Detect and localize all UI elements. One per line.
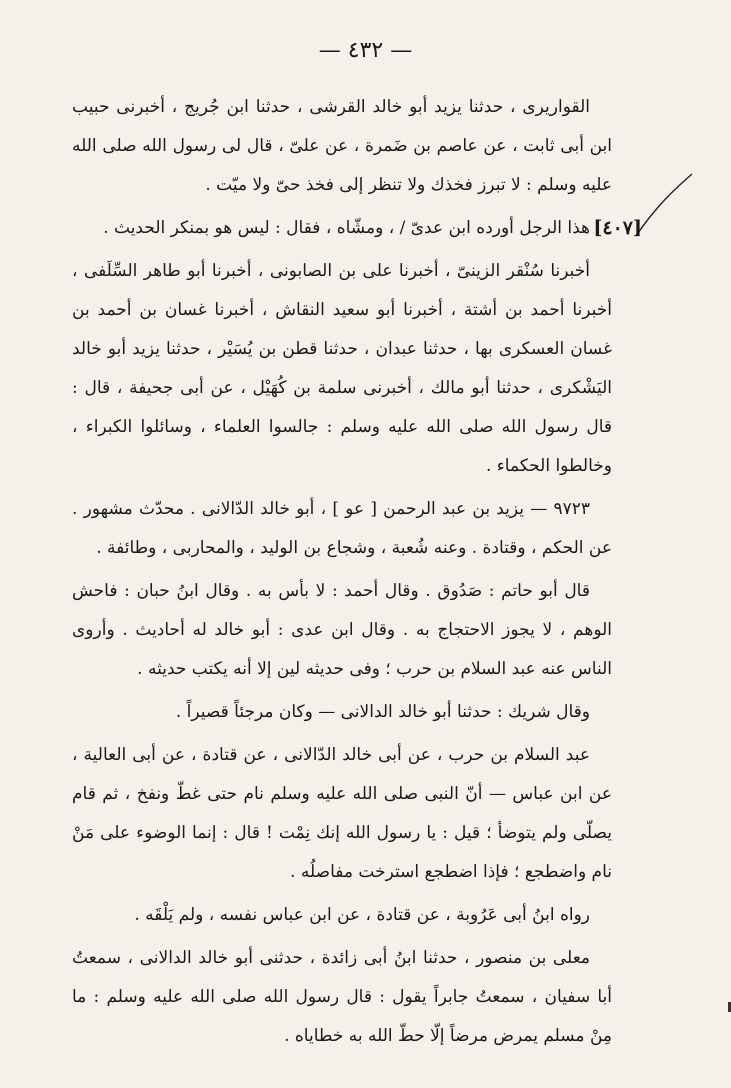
paragraph [72, 939, 612, 1056]
paragraph [72, 209, 642, 248]
paragraph-text: هذا الرجل أورده ابن عدىّ / ، ومشّاه ، فقال : ليس هو بمنكر الحديث . [103, 218, 590, 238]
paragraph [72, 896, 612, 935]
paragraph [72, 88, 612, 205]
paragraph [72, 490, 612, 568]
paragraph-text: معلى بن منصور ، حدثنا ابنُ أبى زائدة ، حدثنى أبو خالد الدالانى ، سمعتُ أبا سفيان ، سمعتُ جابراً يقول : قال رسول الله صلى الله عليه وسلم : ما مِنْ مسلم يمرض مرضاً إلّا حطّ الله به خطاياه . [72, 948, 612, 1046]
page-number: — ٤٣٢ — [318, 38, 413, 63]
paragraph-text: ٩٧٢٣ — يزيد بن عبد الرحمن [ عو ] ، أبو خالد الدّالانى . محدّث مشهور . عن الحكم ، وقتادة . وعنه شُعبة ، وشجاع بن الوليد ، والمحاربى ، وطائفة . [72, 499, 612, 558]
paragraph-text: قال أبو حاتم : صَدُوق . وقال أحمد : لا بأس به . وقال ابنُ حبان : فاحش الوهم ، لا يجوز الاحتجاج به . وقال ابن عدى : أبو خالد له أحاديث . وأروى الناس عنه عبد السلام بن حرب ؛ وفى حديثه لين إلا أنه يكتب حديثه . [72, 581, 612, 679]
paragraph-text: رواه ابنُ أبى عَرُوبة ، عن قتادة ، عن ابن عباس نفسه ، ولم يَلْقَه . [134, 905, 590, 925]
paragraph-text: وقال شريك : حدثنا أبو خالد الدالانى — وكان مرجئاً قصيراً . [175, 702, 590, 722]
paragraph [72, 572, 612, 689]
paragraph-text: أخبرنا سُنْقر الزينىّ ، أخبرنا على بن الصابونى ، أخبرنا أبو طاهر السِّلَفى ، أخبرنا أحمد بن أشتة ، أخبرنا أبو سعيد النقاش ، أخبرنا غسان بن أحمد بن غسان العسكرى بها ، حدثنا عبدان ، حدثنا قطن بن يُسَيْر ، حدثنا يزيد أبو خالد اليَشْكرى ، حدثنا أبو مالك ، أخبرنى سلمة بن كُهَيْل ، عن أبى جحيفة ، قال : قال رسول الله صلى الله عليه وسلم : جالسوا العلماء ، وسائلوا الكبراء ، وخالطوا الحكماء . [72, 261, 612, 476]
document-body [72, 88, 642, 1060]
paragraph [72, 693, 612, 732]
paragraph [72, 252, 612, 486]
paragraph-text: عبد السلام بن حرب ، عن أبى خالد الدّالانى ، عن قتادة ، عن أبى العالية ، عن ابن عباس — أنّ النبى صلى الله عليه وسلم نام حتى غطّ ونفخ ، ثم قام يصلّى ولم يتوضأ ؛ قيل : يا رسول الله إنك نِمْت ! قال : إنما الوضوء على مَنْ نام واضطجع ؛ فإذا اضطجع استرخت مفاصلُه . [72, 745, 612, 882]
paragraph [72, 736, 612, 892]
margin-page-reference: [٤٠٧] [593, 217, 642, 239]
paragraph-text: القواريرى ، حدثنا يزيد أبو خالد القرشى ، حدثنا ابن جُريج ، أخبرنى حبيب ابن أبى ثابت ، عن عاصم بن ضَمرة ، عن علىّ ، قال لى رسول الله صلى الله عليه وسلم : لا تبرز فخذك ولا تنظر إلى فخذ حىّ ولا ميّت . [72, 97, 612, 195]
